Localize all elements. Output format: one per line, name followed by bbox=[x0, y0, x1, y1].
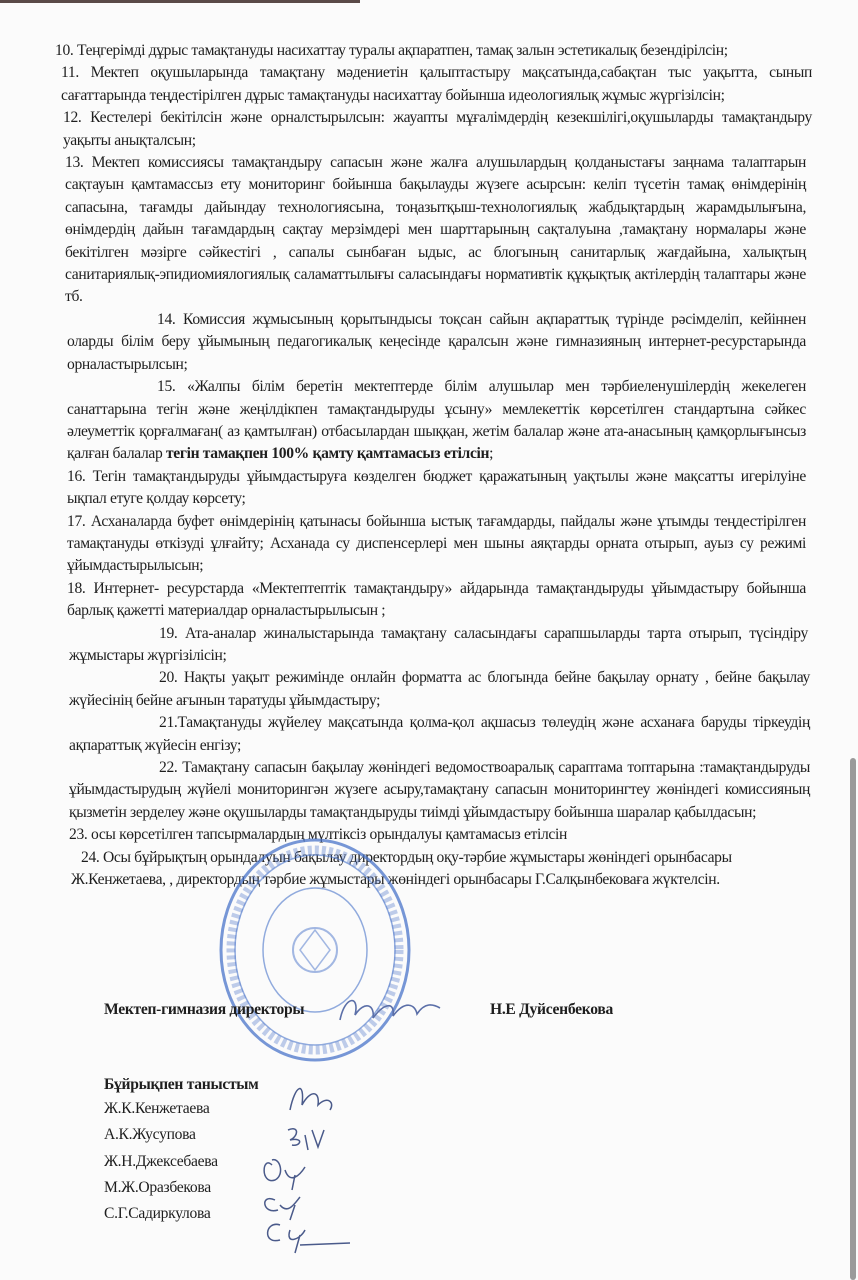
item-22: 22. Тамақтану сапасын бақылау жөніндегі ведомоствоаралық сараптама топтарына :тамақтандыруды ұйымдастырудың жүйелі мониторингән жүзеге асыру,тамақтану сапасын мониторингтеу жөніндегі комиссияның қызметін зерделеу және оқушыларды тамақтандыруды тиімді ұйымдастыру бойынша шаралар қабылдасын; bbox=[69, 759, 810, 821]
item-15: 15. «Жалпы білім беретін мектептерде білім алушылар мен тәрбиеленушілердің жекелеген санаттарына тегін және жеңілдікпен тамақтандыруды ұсыну» мемлекеттік көрсетілген стандартына сәйкес әлеуметтік қорғалмаған( аз қамтылған) отбасылардан шыққан, жетім балалар және ата-анасының қамқорлығынсыз қалған балалар тегін тамақпен 100% қамту қамтамасыз етілсін; bbox=[67, 378, 806, 463]
acknowledgement-signatures bbox=[250, 1075, 360, 1255]
item-16: 16. Тегін тамақтандыруды ұйымдастыруға көзделген бюджет қаражатының уақтылы және мақсатты игерілуіне ықпал етуге қолдау көрсету; bbox=[67, 467, 806, 508]
acknowledged-name: С.Г.Садиркулова bbox=[104, 1205, 211, 1223]
item-18: 18. Интернет- ресурстарда «Мектептептік тамақтандыру» айдарында тамақтандыруды ұйымдастыру бойынша барлық қажетті материалдар орналастырылысын ; bbox=[67, 579, 806, 620]
acknowledged-name: М.Ж.Оразбекова bbox=[104, 1178, 211, 1196]
item-23: 23. осы көрсетілген тапсырмалардың мүлтіксіз орындалуы қамтамасыз етілсін bbox=[69, 826, 567, 844]
item-14: 14. Комиссия жұмысының қорытындысы тоқсан сайын ақпараттық түрінде рәсімделіп, кейіннен оларды білім беру ұйымының педагогикалық кеңесінде қаралсын және гимназияның интернет-ресурстарында орналастырылсын; bbox=[67, 310, 806, 373]
acknowledged-name: Ж.К.Кенжетаева bbox=[104, 1100, 210, 1117]
item-11: 11. Мектеп оқушыларында тамақтану мәдениетін қалыптастыру мақсатында,сабақтан тыс уақытта, сынып сағаттарында теңдестірілген дұрыс тамақтануды насихаттау бойынша идеологиялық жұмыс жүргізілсін; bbox=[61, 64, 812, 104]
item-13: 13. Мектеп комиссиясы тамақтандыру сапасын және жалға алушылардың қолданыстағы заңнама талаптарын сақтауын қамтамассыз ету мониторинг бойынша бақылауды жүзеге асырсын: келіп түсетін тамақ өнімдерінің сапасына, тағамды дайындау технологиясына, тоңазытқыш-технологиялық жабдықтардың жарамдылығына, өнімдердің дайын тағамдардың сақтау мерзімдері мен шарттарының сақталуына ,тамақтану нормалары және бекітілген мәзірге сәйкестігі , сапалы сынбаған ыдыс, ас блогының санитарлық жағдайына, халықтың санитариялық-эпидиомиялогиялық саламаттылығы саласындағы нормативтік құқықтық актілердің талаптары және тб. bbox=[65, 154, 806, 306]
acknowledged-name: А.К.Жусупова bbox=[104, 1126, 196, 1144]
director-title: Мектеп-гимназия директоры bbox=[104, 1001, 305, 1018]
photo-edge bbox=[0, 0, 360, 3]
document-body bbox=[55, 40, 812, 891]
item-19: 19. Ата-аналар жиналыстарында тамақтану саласындағы сарапшыларды тарта отырып, түсіндіру жұмыстары жүргізілісін; bbox=[69, 624, 808, 664]
scrollbar[interactable] bbox=[850, 758, 856, 1280]
official-stamp bbox=[215, 835, 415, 1065]
acknowledged-list bbox=[104, 1096, 218, 1227]
item-24: 24. Осы бұйрықтың орындалуын бақылау директордың оқу-тәрбие жұмыстары жөніндегі орынбасары Ж.Кенжетаева, , директордың тәрбие жұмыстары жөніндегі орынбасары Г.Салқынбековаға жүктелсін. bbox=[71, 848, 732, 889]
item-20: 20. Нақты уақыт режимінде онлайн форматта ас блогында бейне бақылау орнату , бейне бақылау жүйесінің бейне ағынын таратуды ұйымдастыру; bbox=[69, 669, 810, 709]
acknowledged-title: Бұйрықпен таныстым bbox=[104, 1076, 259, 1093]
item-10: 10. Теңгерімді дұрыс тамақтануды насихаттау туралы ақпаратпен, тамақ залын эстетикалық безендірілсін; bbox=[55, 42, 728, 59]
item-17: 17. Асханаларда буфет өнімдерінің қатынасы бойынша ыстық тағамдарды, пайдалы және ұтымды теңдестірілген тамақтануды өткізуді ұлғайту; Асханада су диспенсерлері мен шыны аяқтарды орната отырып, ауыз су режимі ұйымдастырылысын; bbox=[67, 512, 806, 575]
director-signature bbox=[335, 990, 445, 1030]
item-21: 21.Тамақтануды жүйелеу мақсатында қолма-қол ақшасыз төлеудің және асханаға баруды тіркеудің ақпараттық жүйесін енгізу; bbox=[69, 714, 810, 754]
director-name: Н.Е Дуйсенбекова bbox=[490, 1001, 613, 1018]
acknowledged-name: Ж.Н.Джексебаева bbox=[104, 1152, 218, 1170]
item-12: 12. Кестелері бекітілсін және орналстырылсын: жауапты мұғалімдердің кезекшілігі,оқушыларды тамақтандыру уақыты анықталсын; bbox=[63, 109, 812, 149]
